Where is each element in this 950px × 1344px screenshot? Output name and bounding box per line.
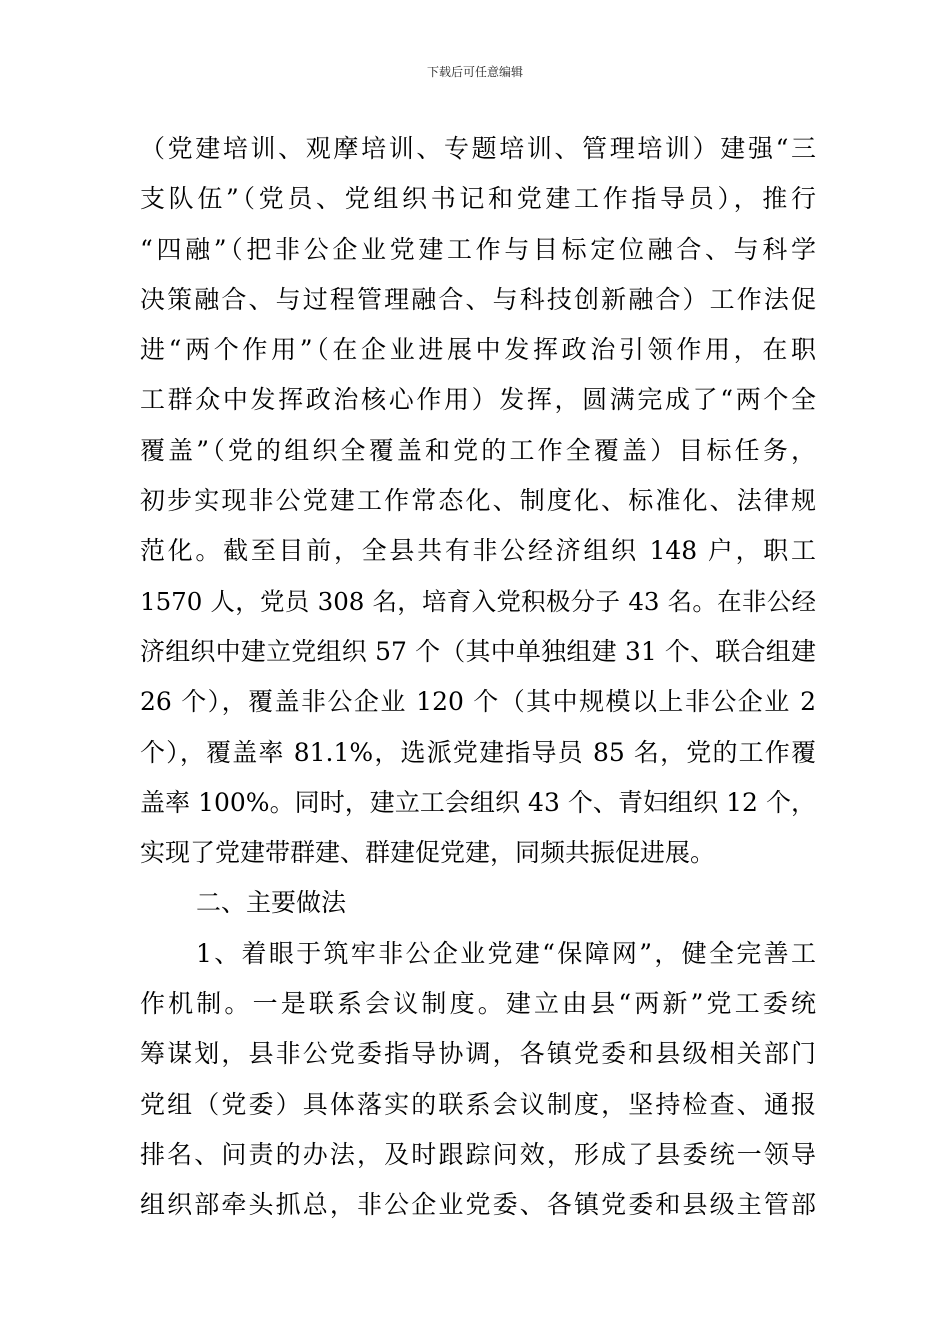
text-line: 党组（党委）具体落实的联系会议制度，坚持检查、通报 xyxy=(140,1089,816,1119)
text-line: 排名、问责的办法，及时跟踪问效，形成了县委统一领导 xyxy=(140,1139,816,1169)
text-line: 筹谋划，县非公党委指导协调，各镇党委和县级相关部门 xyxy=(140,1039,816,1069)
text-line: 1570 人，党员 308 名，培育入党积极分子 43 名。在非公经 xyxy=(140,586,816,616)
text-line: 初步实现非公党建工作常态化、制度化、标准化、法律规 xyxy=(140,486,816,516)
text-line: 决策融合、与过程管理融合、与科技创新融合）工作法促 xyxy=(140,284,816,314)
text-line: 个），覆盖率 81.1%，选派党建指导员 85 名，党的工作覆 xyxy=(140,737,816,767)
text-line: 济组织中建立党组织 57 个（其中单独组建 31 个、联合组建 xyxy=(140,636,816,666)
text-line: （党建培训、观摩培训、专题培训、管理培训）建强“三 xyxy=(140,134,816,163)
page-header: 下载后可任意编辑 xyxy=(426,65,523,79)
text-line: 工群众中发挥政治核心作用）发挥，圆满完成了“两个全 xyxy=(140,385,816,415)
text-line: 组织部牵头抓总，非公企业党委、各镇党委和县级主管部 xyxy=(140,1190,816,1220)
text-line: 盖率 100%。同时，建立工会组织 43 个、青妇组织 12 个， xyxy=(140,787,816,817)
text-line: 作机制。一是联系会议制度。建立由县“两新”党工委统 xyxy=(140,989,816,1019)
text-line: 覆盖”（党的组织全覆盖和党的工作全覆盖）目标任务， xyxy=(140,435,816,465)
body-text xyxy=(140,124,816,1231)
text-line: 1、着眼于筑牢非公企业党建“保障网”，健全完善工 xyxy=(196,938,816,968)
text-line: 26 个），覆盖非公企业 120 个（其中规模以上非公企业 2 xyxy=(140,687,816,717)
text-line: 进“两个作用”（在企业进展中发挥政治引领作用，在职 xyxy=(140,335,816,365)
text-line: 范化。截至目前，全县共有非公经济组织 148 户，职工 xyxy=(140,536,816,566)
section-heading: 二、主要做法 xyxy=(196,888,347,918)
text-line: “四融”（把非公企业党建工作与目标定位融合、与科学 xyxy=(140,234,816,264)
text-line: 支队伍”（党员、党组织书记和党建工作指导员），推行 xyxy=(140,184,816,214)
text-line: 实现了党建带群建、群建促党建，同频共振促进展。 xyxy=(140,838,716,868)
